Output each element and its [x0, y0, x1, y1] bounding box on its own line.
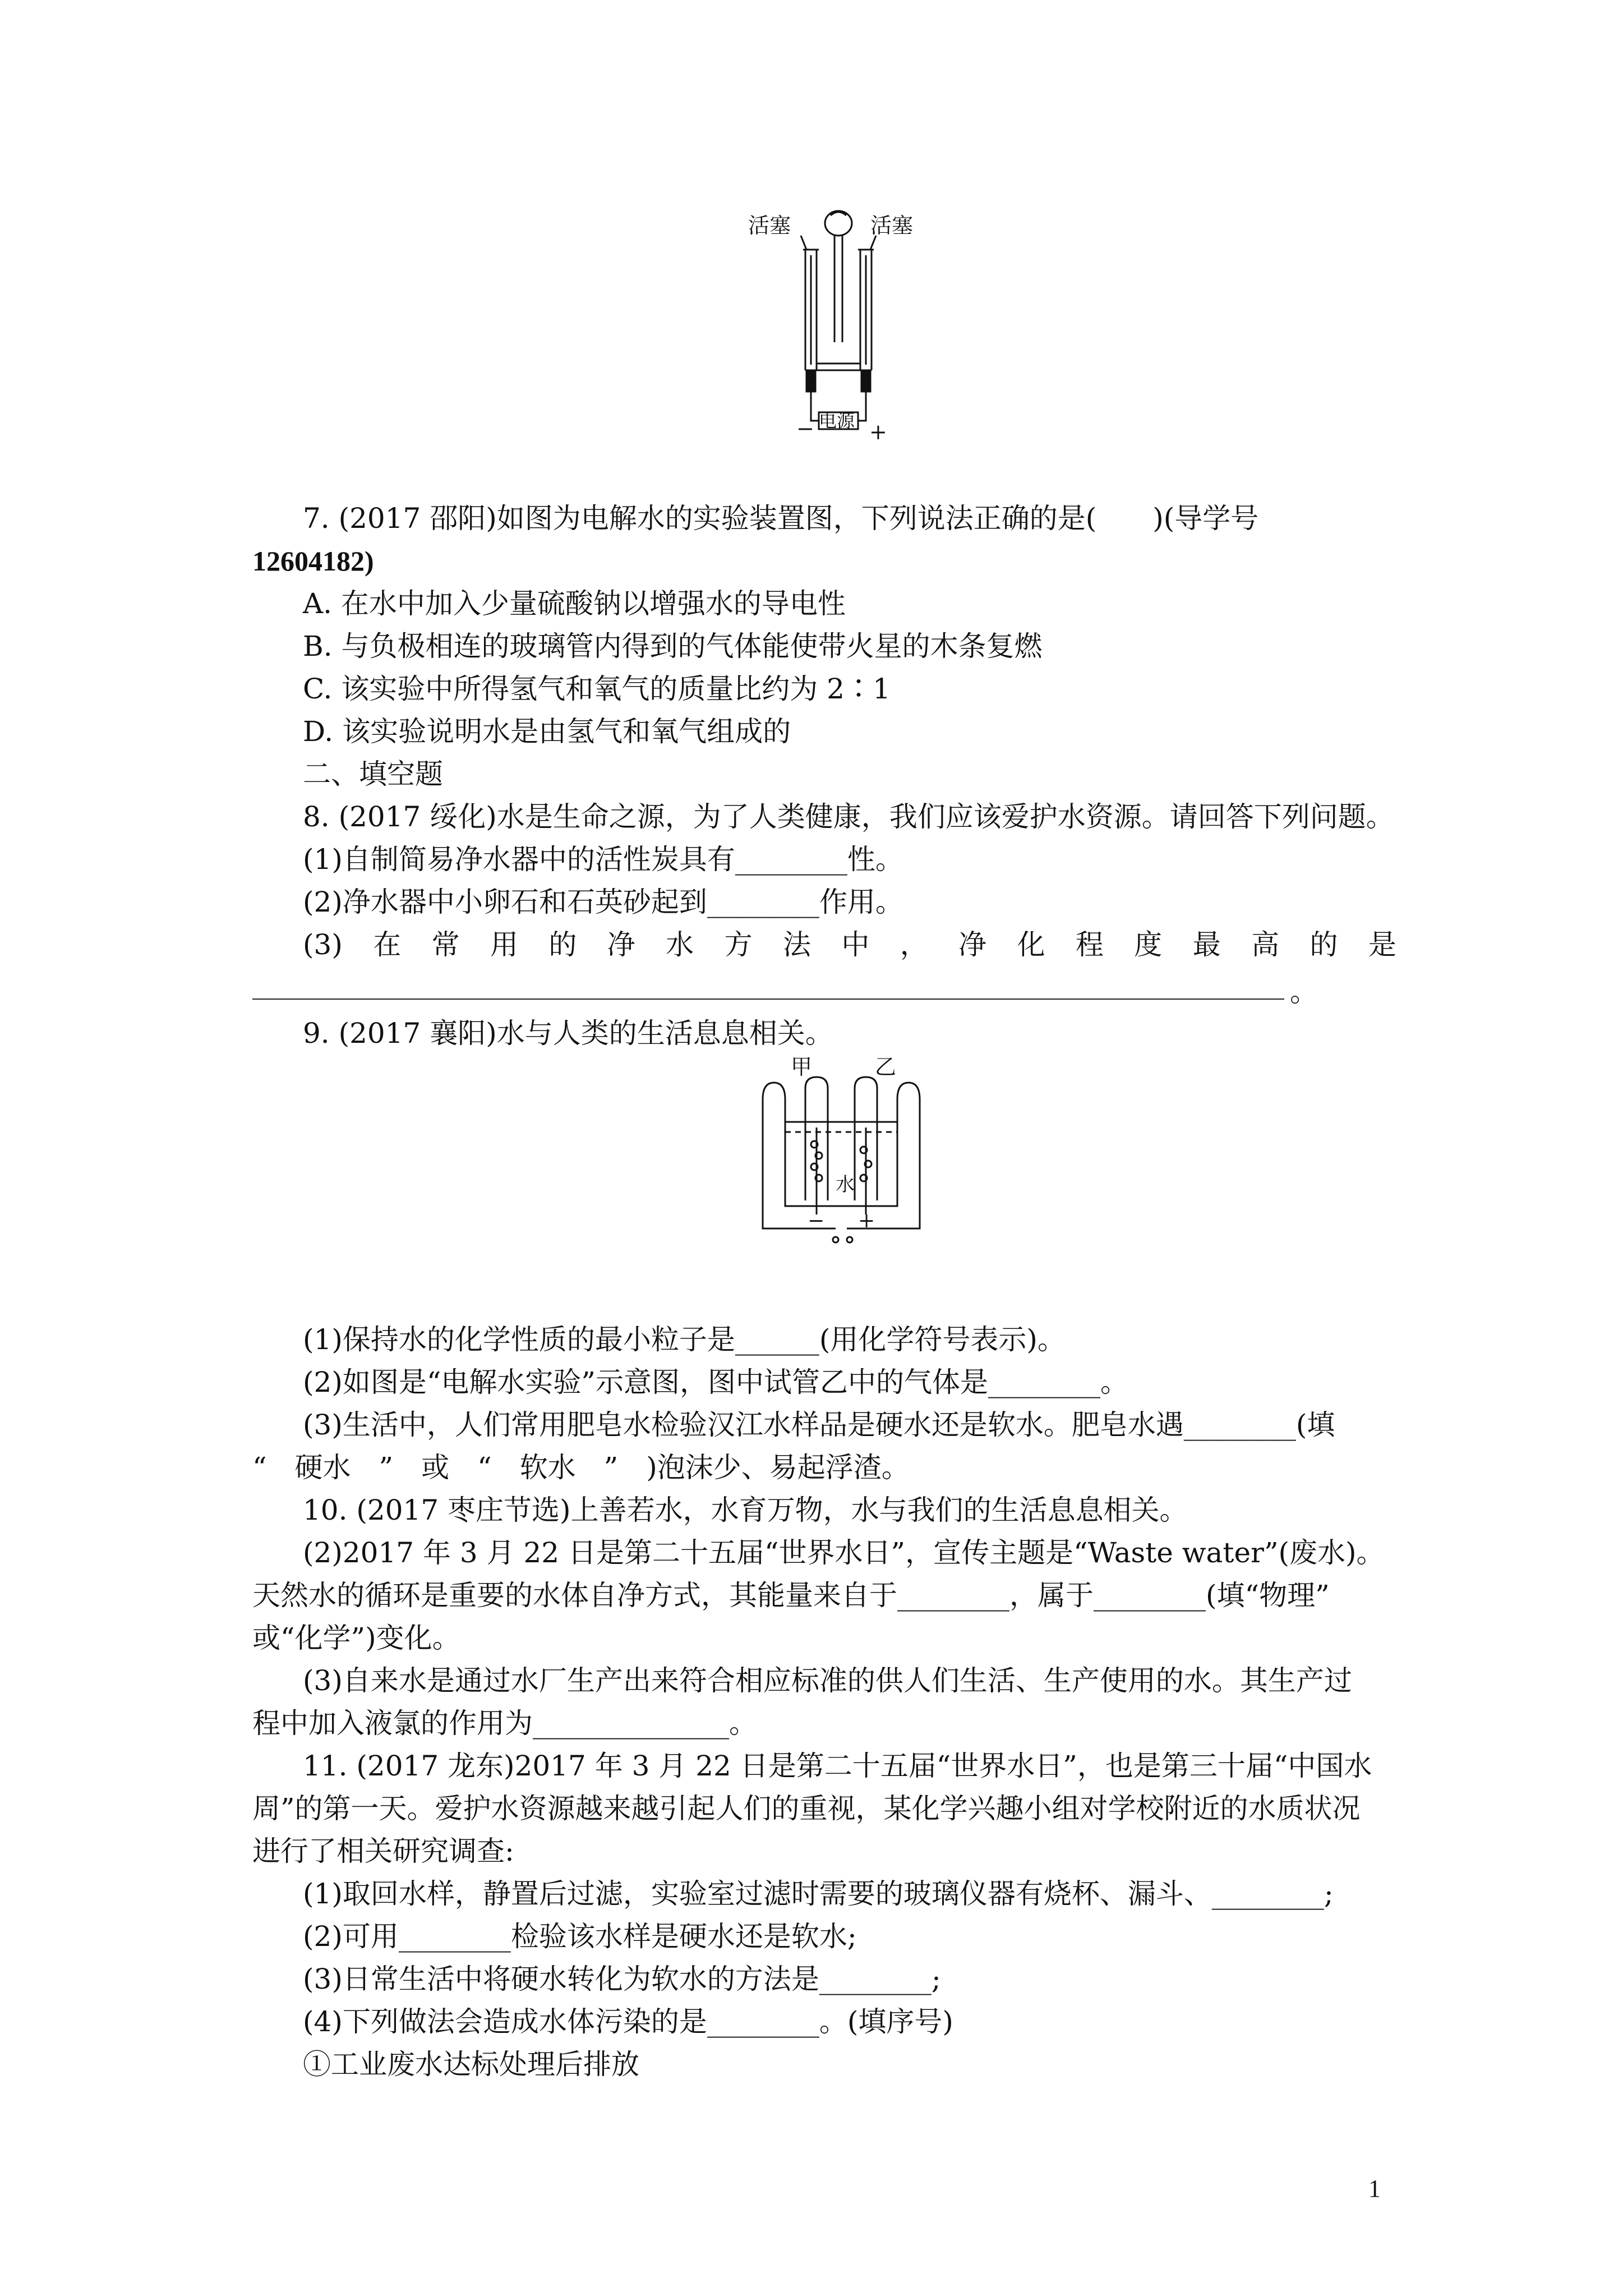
q11-part4: (4)下列做法会造成水体污染的是________。(填序号) — [303, 2005, 953, 2038]
q10-part2-line3: 或“化学”)变化。 — [252, 1622, 460, 1654]
q8-part3: (3) 在 常 用 的 净 水 方 法 中 ， 净 化 程 度 最 高 的 是 — [303, 928, 1396, 961]
q7-option-d: D. 该实验说明水是由氢气和氧气组成的 — [303, 715, 791, 748]
page-number: 1 — [1368, 2175, 1381, 2202]
q11-stem-line3: 进行了相关研究调查: — [252, 1835, 514, 1867]
power-plus-label: + — [869, 420, 887, 444]
section-fill-blank-heading: 二、填空题 — [303, 758, 443, 790]
q8-part3-end: 。 — [1290, 976, 1318, 1008]
q11-part2: (2)可用________检验该水样是硬水还是软水; — [303, 1920, 857, 1953]
q10-stem: 10. (2017 枣庄节选)上善若水，水育万物，水与我们的生活息息相关。 — [303, 1494, 1188, 1526]
q7-id: 12604182) — [252, 545, 374, 577]
q11-option1: ①工业废水达标处理后排放 — [303, 2048, 639, 2081]
q10-part2-line2: 天然水的循环是重要的水体自净方式，其能量来自于________，属于________(填“物理” — [252, 1579, 1330, 1612]
q7-option-a: A. 在水中加入少量硫酸钠以增强水的导电性 — [303, 587, 846, 620]
q10-part3-line2: 程中加入液氯的作用为______________。 — [252, 1707, 757, 1740]
water-label: 水 — [836, 1174, 855, 1196]
q7-stem: 7. (2017 邵阳)如图为电解水的实验装置图，下列说法正确的是( )(导学号 — [303, 502, 1259, 535]
stopcock-right-label: 活塞 — [870, 213, 914, 238]
beaker-electrolysis-figure — [751, 1055, 931, 1268]
q11-part1: (1)取回水样，静置后过滤，实验室过滤时需要的玻璃仪器有烧杯、漏斗、________; — [303, 1878, 1334, 1910]
power-minus-label: − — [796, 416, 814, 441]
q11-stem-line2: 周”的第一天。爱护水资源越来越引起人们的重视，某化学兴趣小组对学校附近的水质状况 — [252, 1792, 1361, 1825]
tube-jia-label: 甲 — [791, 1055, 813, 1079]
q7-option-b: B. 与负极相连的玻璃管内得到的气体能使带火星的木条复燃 — [303, 630, 1043, 662]
q8-part2: (2)净水器中小卵石和石英砂起到________作用。 — [303, 886, 903, 918]
q7-option-c: C. 该实验中所得氢气和氧气的质量比约为 2∶1 — [303, 673, 891, 705]
q8-part1: (1)自制简易净水器中的活性炭具有________性。 — [303, 843, 903, 876]
q9-part1: (1)保持水的化学性质的最小粒子是______(用化学符号表示)。 — [303, 1323, 1066, 1356]
q9-part3-line1: (3)生活中，人们常用肥皂水检验汉江水样品是硬水还是软水。肥皂水遇________(填 — [303, 1409, 1335, 1441]
q8-stem: 8. (2017 绥化)水是生命之源，为了人类健康，我们应该爱护水资源。请回答下列问题。 — [303, 800, 1394, 833]
q8-answer-blank-line — [252, 999, 1284, 1000]
fig2-minus-label: − — [808, 1209, 825, 1232]
q11-part3: (3)日常生活中将硬水转化为软水的方法是________; — [303, 1963, 941, 1995]
q9-part2: (2)如图是“电解水实验”示意图，图中试管乙中的气体是________。 — [303, 1366, 1128, 1398]
q11-stem-line1: 11. (2017 龙东)2017 年 3 月 22 日是第二十五届“世界水日”，也是第三十届“中国水 — [303, 1750, 1372, 1782]
q9-stem: 9. (2017 襄阳)水与人类的生活息息相关。 — [303, 1017, 833, 1050]
stopcock-left-label: 活塞 — [748, 213, 791, 238]
fig2-plus-label: + — [858, 1209, 875, 1232]
power-source-label: 电源 — [819, 410, 855, 431]
q10-part2-line1: (2)2017 年 3 月 22 日是第二十五届“世界水日”，宣传主题是“Waste water”(废水)。 — [303, 1536, 1385, 1569]
beaker-electrolysis-drawing — [751, 1060, 931, 1268]
electrolysis-apparatus-figure — [748, 196, 920, 449]
tube-yi-label: 乙 — [875, 1055, 897, 1079]
q9-part3-line2: “ 硬水 ” 或 “ 软水 ” )泡沫少、易起浮渣。 — [252, 1451, 910, 1484]
q10-part3-line1: (3)自来水是通过水厂生产出来符合相应标准的供人们生活、生产使用的水。其生产过 — [303, 1664, 1352, 1697]
